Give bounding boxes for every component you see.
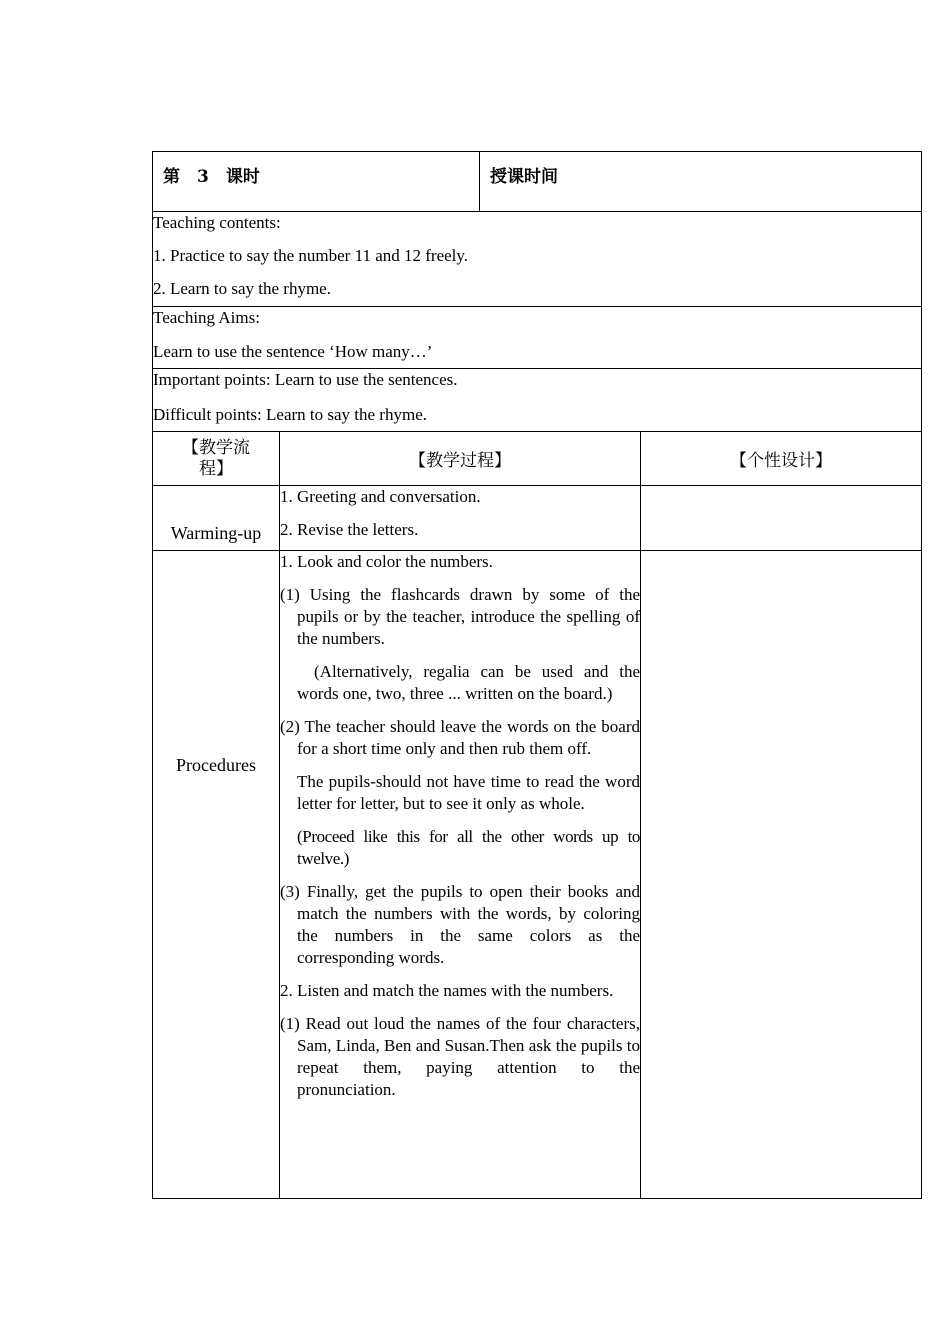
col-personal-design: 【个性设计】 xyxy=(641,432,922,486)
design-cell-procedures xyxy=(641,551,922,1199)
procedure-step: (2) The teacher should leave the words on the board for a short time only and then rub them off. xyxy=(280,717,640,758)
procedure-step: The pupils-should not have time to read the word letter for letter, but to see it only as whole. xyxy=(297,772,640,813)
stage-procedures-label: Procedures xyxy=(176,754,256,775)
procedure-step: (3) Finally, get the pupils to open their books and match the numbers with the words, by coloring the numbers in the same colors as the corresponding words. xyxy=(280,882,640,967)
stage-warmup-label: Warming-up xyxy=(170,523,262,543)
warmup-row xyxy=(153,486,922,551)
teaching-aims-label: Teaching Aims: xyxy=(153,308,260,327)
column-header-row xyxy=(153,432,922,486)
procedure-step: (1) Read out loud the names of the four characters, Sam, Linda, Ben and Susan.Then ask the pupils to repeat them, paying attention to the pronunciation. xyxy=(280,1014,640,1099)
design-cell-warmup xyxy=(641,486,922,551)
teaching-contents-item: 1. Practice to say the number 11 and 12 freely. xyxy=(153,246,469,265)
teaching-aims-row xyxy=(153,307,922,369)
procedure-step: (1) Using the flashcards drawn by some of the pupils or by the teacher, introduce the spelling of the numbers. xyxy=(280,585,640,648)
procedure-step: 1. Look and color the numbers. xyxy=(280,552,493,571)
difficult-points: Difficult points: Learn to say the rhyme. xyxy=(153,405,427,424)
stage-procedures xyxy=(153,551,280,1199)
stage-warmup xyxy=(153,486,280,551)
lesson-plan-table xyxy=(152,151,922,1199)
header-row xyxy=(153,152,922,212)
teaching-contents-item: 2. Learn to say the rhyme. xyxy=(153,279,331,298)
procedure-step: (Alternatively, regalia can be used and the words one, two, three ... written on the board.) xyxy=(297,662,640,703)
teaching-contents-label: Teaching contents: xyxy=(153,213,281,232)
procedures-row xyxy=(153,551,922,1199)
class-time-label: 授课时间 xyxy=(480,152,922,212)
important-points: Important points: Learn to use the sentences. xyxy=(153,370,458,389)
warmup-step: 2. Revise the letters. xyxy=(280,520,419,539)
key-points-row xyxy=(153,369,922,432)
col-teaching-process: 【教学过程】 xyxy=(280,432,641,486)
col-teaching-flow: 【教学流程】 xyxy=(153,432,280,486)
procedure-step: (Proceed like this for all the other words up to twelve.) xyxy=(297,827,640,868)
procedure-step: 2. Listen and match the names with the numbers. xyxy=(280,981,614,1000)
warmup-step: 1. Greeting and conversation. xyxy=(280,487,481,506)
teaching-contents-row xyxy=(153,212,922,307)
teaching-aims-text: Learn to use the sentence ‘How many…’ xyxy=(153,342,433,361)
lesson-number: 第 3 课时 xyxy=(153,152,480,212)
